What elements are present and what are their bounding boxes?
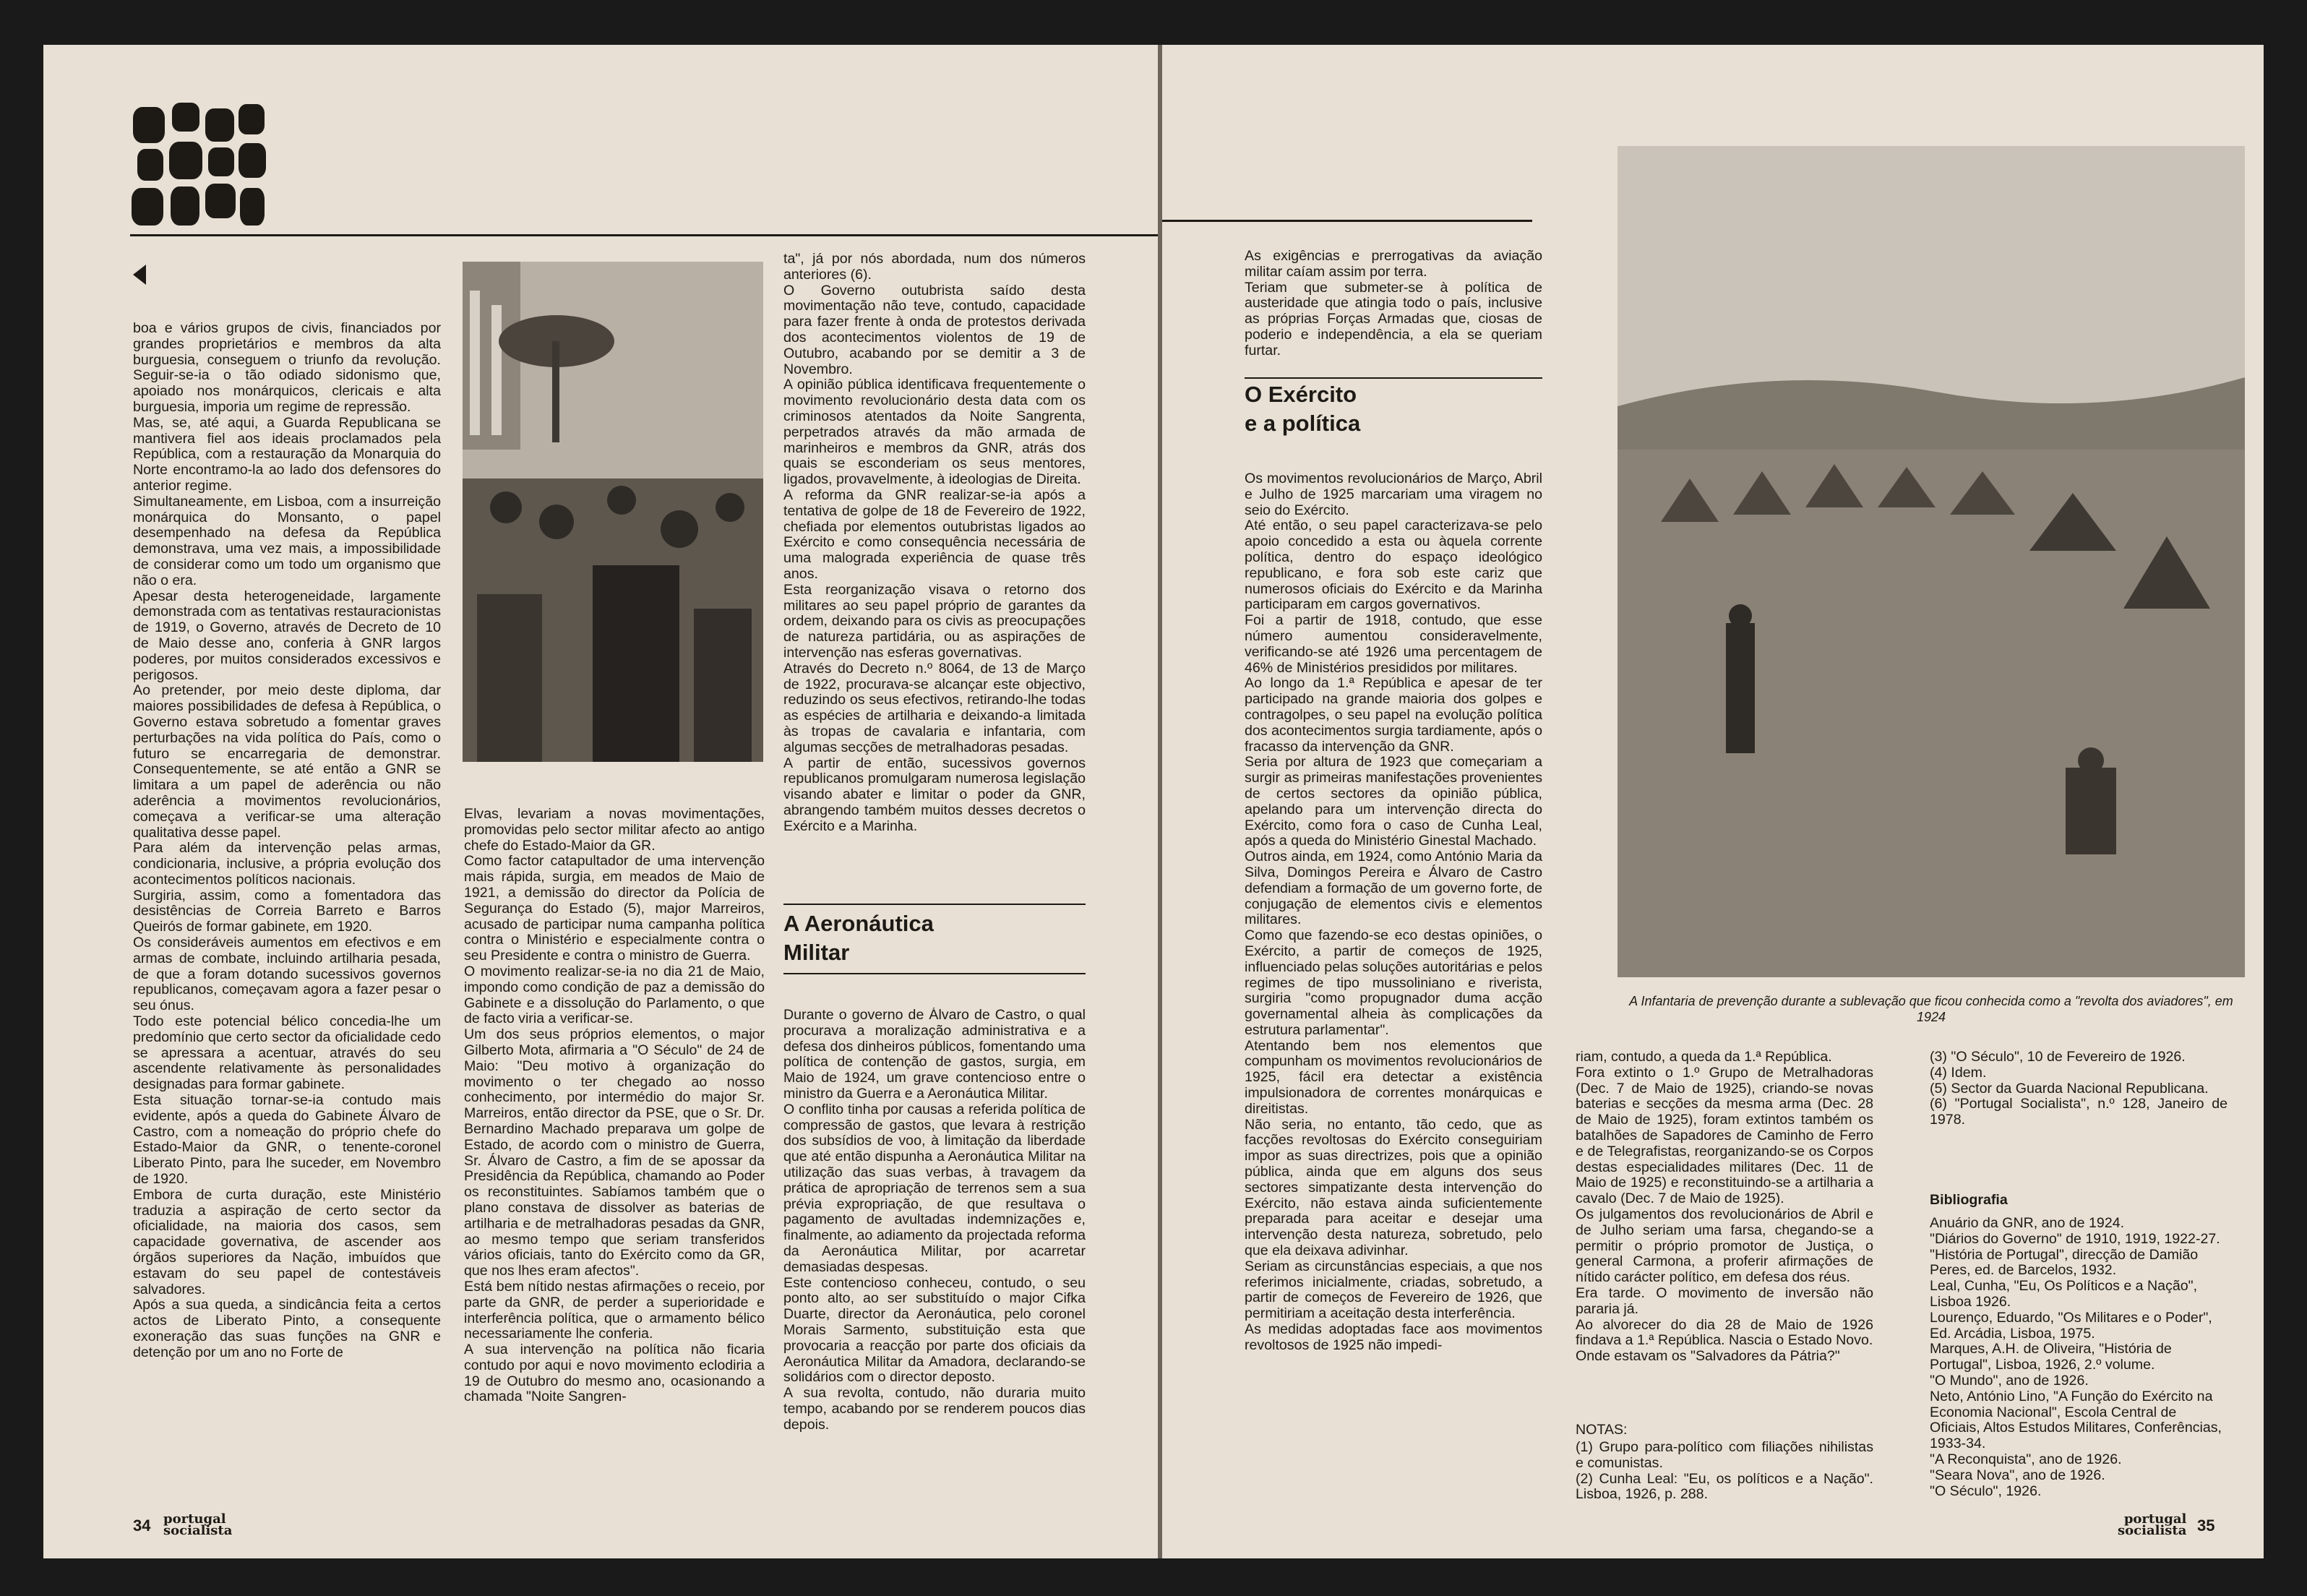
left-column-3-upper: ta", já por nós abordada, num dos números anteriores (6). O Governo outubrista saído desta movimentação não teve, contudo, capacidade para fazer frente à onda de protestos derivada dos acontecimentos violentos de 19 de Outubro, acabando por se demitir a 3 de Novembro. A opinião pública identificava frequentemente o movimento revolucionário desta data com os criminosos atentados da Noite Sangrenta, perpetrados através da mão armada de marinheiros e membros da GNR, atrás dos quais se esconderiam os seus mentores, ligados, provavelmente, à ideologias de Direita. A reforma da GNR realizar-se-ia após a tentativa de golpe de 18 de Fevereiro de 1922, chefiada por elementos outubristas ligados ao Exército e como consequência necessária de uma malograda experiência de quase três anos. Esta reorganização visava o retorno dos militares ao seu papel próprio de garantes da ordem, deixando para os civis as preocupações de natureza partidária, ou as aspirações de intervenção nas esferas governativas. Através do Decreto n.º 8064, de 13 de Março de 1922, procurava-se alcançar este objectivo, reduzindo os seus efectivos, retirando-lhe todas as espécies de artilharia e deixando-a limitada às tropas de cavalaria e infantaria, com algumas secções de metralhadoras pesadas. A partir de então, sucessivos governos republicanos promulgaram numerosa legislação visando abater e limitar o poder da GNR, abrangendo também muitos desses decretos o Exército e a Marinha. [783, 252, 1086, 834]
notes-list: (1) Grupo para-político com filiações nihilistas e comunistas. (2) Cunha Leal: "Eu, os políticos e a Nação". Lisboa, 1926, p. 288. [1576, 1440, 1873, 1503]
right-page [1162, 45, 2264, 1558]
photo-infantry-camp [1618, 146, 2245, 977]
section-rule-exercito [1245, 377, 1542, 379]
section-rule-aero [783, 904, 1086, 905]
right-column-2: riam, contudo, a queda da 1.ª República. Fora extinto o 1.º Grupo de Metralhadoras (Dec. 7 de Maio de 1925), criando-se novas baterias e secções da mesma arma (Dec. 28 de Maio de 1925), foram extintos também os batalhões de Sapadores de Caminho de Ferro e de Telegrafistas, reorganizando-se os Corpos destas especialidades militares (Dec. 11 de Maio de 1925) e reconstituindo-se a artilharia a cavalo (Dec. 7 de Maio de 1925). Os julgamentos dos revolucionários de Abril e de Julho seriam uma farsa, chegando-se a permitir o próprio promotor de Justiça, o general Carmona, a proferir afirmações de nítido carácter político, em defesa dos réus. Era tarde. O movimento de inversão não pararia já. Ao alvorecer do dia 28 de Maio de 1926 findava a 1.ª República. Nascia o Estado Novo. Onde estavam os "Salvadores da Pátria?" [1576, 1050, 1873, 1365]
left-column-3-lower: Durante o governo de Álvaro de Castro, o qual procurava a moralização administrativa e a defesa dos dinheiros públicos, fomentando uma política de contenção de gastos, surgia, em Maio de 1924, um grave contencioso entre o ministro da Guerra e a Aeronáutica Militar. O conflito tinha por causas a referida política de compressão de gastos, que levara à restrição dos subsídios de voo, à limitação da liberdade que até então dispunha a Aeronáutica Militar na utilização das suas verbas, à travagem da prática de apropriação de terrenos sem a sua prévia expropriação, de que resultava o pagamento de avultadas indemnizações e, finalmente, ao adiamento da projectada reforma da Aeronáutica Militar, por acarretar demasiadas despesas. Este contencioso conheceu, contudo, o seu ponto alto, ao ser substituído o major Cifka Duarte, director da Aeronáutica, pelo coronel Morais Sarmento, substituição esta que provocaria a reacção por parte dos oficiais da Aeronáutica Militar da Amadora, declarando-se solidários com o director deposto. A sua revolta, contudo, não duraria muito tempo, acabando por se renderem poucos dias depois. [783, 1008, 1086, 1433]
right-column-1-lower: Os movimentos revolucionários de Março, Abril e Julho de 1925 marcariam uma viragem no seio do Exército. Até então, o seu papel caracterizava-se pelo apoio concedido a esta ou àquela corrente política, dentro do espaço ideológico republicano, e fora sob este cariz que numerosos oficiais do Exército e da Marinha participaram em cargos governativos. Foi a partir de 1918, contudo, que esse número aumentou consideravelmente, verificando-se até 1926 uma percentagem de 46% de Ministérios presididos por militares. Ao longo da 1.ª República e apesar de ter participado na grande maioria dos golpes e contragolpes, o seu papel na evolução política dos acontecimentos surgia tardiamente, após o fracasso da intervenção da GNR. Seria por altura de 1923 que começariam a surgir as primeiras manifestações provenientes de certos sectores da opinião pública, apelando para um intervenção directa do Exército, como fora o caso de Cunha Leal, após a queda do Ministério Ginestal Machado. Outros ainda, em 1924, como António Maria da Silva, Domingos Pereira e Álvaro de Castro defendiam a formação de um governo forte, de conjugação de elementos civis e elementos militares. Como que fazendo-se eco destas opiniões, o Exército, a partir de começos de 1925, influenciado pelas soluções autoritárias e pelos regimes de tipo mussoliniano e riverista, surgiria "como propugnador duma acção governamental alheia às complicações da estrutura parlamentar". Atentando bem nos elementos que compunham os movimentos revolucionários de 1925, fácil era detectar a existência impulsionadora de correntes monárquicas e direitistas. Não seria, no entanto, tão cedo, que as facções revoltosas do Exército conseguiriam impor as suas directrizes, pois que a opinião pública, ainda que em alguns dos seus sectores simpatizante desta intervenção do Exército, não estava ainda suficientemente preparada para aceitar e desejar uma intervenção desta natureza, sobretudo, pelo que ela deixava adivinhar. Seriam as circunstâncias especiais, a que nos referimos inicialmente, criadas, sobretudo, a partir de começos de Fevereiro de 1926, que permitiriam a aceitação desta interferência. As medidas adoptadas face aos movimentos revoltosos de 1925 não impedi- [1245, 471, 1542, 1353]
right-column-3-notes: (3) "O Século", 10 de Fevereiro de 1926. (4) Idem. (5) Sector da Guarda Nacional Republicana. (6) "Portugal Socialista", n.º 128, Janeiro de 1978. [1930, 1050, 2227, 1128]
header-rule-right [1162, 220, 1532, 222]
right-column-1-upper: As exigências e prerrogativas da aviação militar caíam assim por terra. Teriam que submeter-se à política de austeridade que atingia todo o país, inclusive as próprias Forças Armadas que, ciosas de poderio e independência, a ela se queriam furtar. [1245, 249, 1542, 359]
heading-underline-aero [783, 973, 1086, 974]
continuation-arrow-icon [133, 265, 146, 285]
photo-caption: A Infantaria de prevenção durante a sublevação que ficou conhecida como a "revolta dos aviadores", em 1924 [1629, 994, 2233, 1024]
heading-aeronautica: A Aeronáutica Militar [783, 911, 934, 965]
magazine-spread [43, 45, 2264, 1558]
left-column-1: boa e vários grupos de civis, financiados por grandes proprietários e membros da alta burguesia, conseguem o triunfo da revolução. Seguir-se-ia o tão odiado sidonismo que, apoiado nos monárquicos, clericais e alta burguesia, imporia um regime de repressão. Mas, se, até aqui, a Guarda Republicana se mantivera fiel aos ideais proclamados pela República, com a restauração da Monarquia do Norte encontramo-la ao lado dos defensores do anterior regime. Simultaneamente, em Lisboa, com a insurreição monárquica do Monsanto, o papel desempenhado na defesa da República demonstrava, uma vez mais, a impossibilidade de considerar como um todo um organismo que não o era. Apesar desta heterogeneidade, largamente demonstrada com as tentativas restauracionistas de 1919, o Governo, através de Decreto de 10 de Maio desse ano, conferia à GNR largos poderes, por muitos considerados excessivos e perigosos. Ao pretender, por meio deste diploma, dar maiores possibilidades de defesa à República, o Governo estava sobretudo a fomentar graves perturbações na vida política do País, como o futuro se encarregaria de demonstrar. Consequentemente, se até então a GNR se limitara a um papel de aderência ou não aderência a movimentos revolucionários, começava a verificar-se uma alteração qualitativa desse papel. Para além da intervenção pelas armas, condicionaria, inclusive, a própria evolução dos acontecimentos políticos nacionais. Surgiria, assim, como a fomentadora das desistências de Correia Barreto e Barros Queirós de formar gabinete, em 1920. Os consideráveis aumentos em efectivos e em armas de combate, incluindo artilharia pesada, de que a foram dotando sucessivos governos republicanos, começavam agora a fazer pesar o seu ónus. Todo este potencial bélico concedia-lhe um predomínio que certo sector da oficialidade cedo se apressara a acentuar, através do seu ascendente relativamente às personalidades designadas para formar gabinete. Esta situação tornar-se-ia contudo mais evidente, após a queda do Gabinete Álvaro de Castro, com a nomeação do próprio chefe do Estado-Maior da GNR, o tenente-coronel Liberato Pinto, para lhe suceder, em Novembro de 1920. Embora de curta duração, este Ministério traduzia a aspiração de certo sector da oficialidade, na maioria dos casos, sem capacidade governativa, de ascender aos órgãos superiores da Nação, imbuídos que estavam do seu papel de contestáveis salvadores. Após a sua queda, a sindicância feita a certos actos de Liberato Pinto, a consequente exoneração das suas funções na GNR e detenção por um ano no Forte de [133, 321, 441, 1360]
photo-crowd-illustration [463, 262, 763, 762]
page-number-right: 35 [2197, 1516, 2215, 1535]
heading-exercito: O Exército e a política [1245, 382, 1361, 436]
header-rule [130, 234, 1158, 236]
bibliography-list: Anuário da GNR, ano de 1924. "Diários do Governo" de 1910, 1919, 1922-27. "História de Portugal", direcção de Damião Peres, ed. de Barcelos, 1932. Leal, Cunha, "Eu, Os Políticos e a Nação", Lisboa 1926. Lourenço, Eduardo, "Os Militares e o Poder", Ed. Arcádia, Lisboa, 1975. Marques, A.H. de Oliveira, "História de Portugal", Lisboa, 1926, 2.º volume. "O Mundo", ano de 1926. Neto, António Lino, "A Função do Exército na Economia Nacional", Escola Central de Oficiais, Altos Estudos Militares, Conferências, 1933-34. "A Reconquista", ano de 1926. "Seara Nova", ano de 1926. "O Século", 1926. [1930, 1216, 2222, 1499]
photo-camp-illustration [1618, 146, 2245, 977]
bibliography-title: Bibliografia [1930, 1193, 2008, 1208]
left-page [43, 45, 1158, 1558]
portugal-socialista-logo-left: portugal socialista [163, 1511, 233, 1538]
section-mosaic-graphic [130, 103, 267, 229]
notes-title: NOTAS: [1576, 1423, 1628, 1438]
photo-crowd-soldiers [463, 262, 763, 762]
page-number-left: 34 [133, 1516, 151, 1535]
left-column-2: Elvas, levariam a novas movimentações, promovidas pelo sector militar afecto ao antigo chefe do Estado-Maior da GR. Como factor catapultador de uma intervenção mais rápida, surgia, em meados de Maio de 1921, a demissão do director da Polícia de Segurança do Estado (5), major Marreiros, acusado de participar numa campanha política contra o Ministério e especialmente contra o seu Presidente e contra o ministro de Guerra. O movimento realizar-se-ia no dia 21 de Maio, impondo como condição de paz a demissão do Gabinete e a dissolução do Parlamento, o que de facto viria a verificar-se. Um dos seus próprios elementos, o major Gilberto Mota, afirmaria a "O Século" de 24 de Maio: "Deu motivo à organização do movimento o ter chegado ao nosso conhecimento, por intermédio do major Sr. Marreiros, então director da PSE, que o Sr. Dr. Bernardino Machado preparava um golpe de Estado, de acordo com o ministro de Guerra, Sr. Álvaro de Castro, a fim de se apossar da Presidência da República, chamando ao Poder os reconstituintes. Sabíamos também que o plano constava de dissolver as baterias de artilharia e de metralhadoras pesadas da GNR, ao mesmo tempo que seriam transferidos vários oficiais, tanto do Exército como da GR, que nos lhes eram afectos". Está bem nítido nestas afirmações o receio, por parte da GNR, de perder a superioridade e interferência política, que o armamento bélico necessariamente lhe conferia. A sua intervenção na política não ficaria contudo por aqui e novo movimento eclodiria a 19 de Outubro do mesmo ano, ocasionando a chamada "Noite Sangren- [464, 807, 765, 1405]
portugal-socialista-logo-right: portugal socialista [2118, 1511, 2187, 1538]
